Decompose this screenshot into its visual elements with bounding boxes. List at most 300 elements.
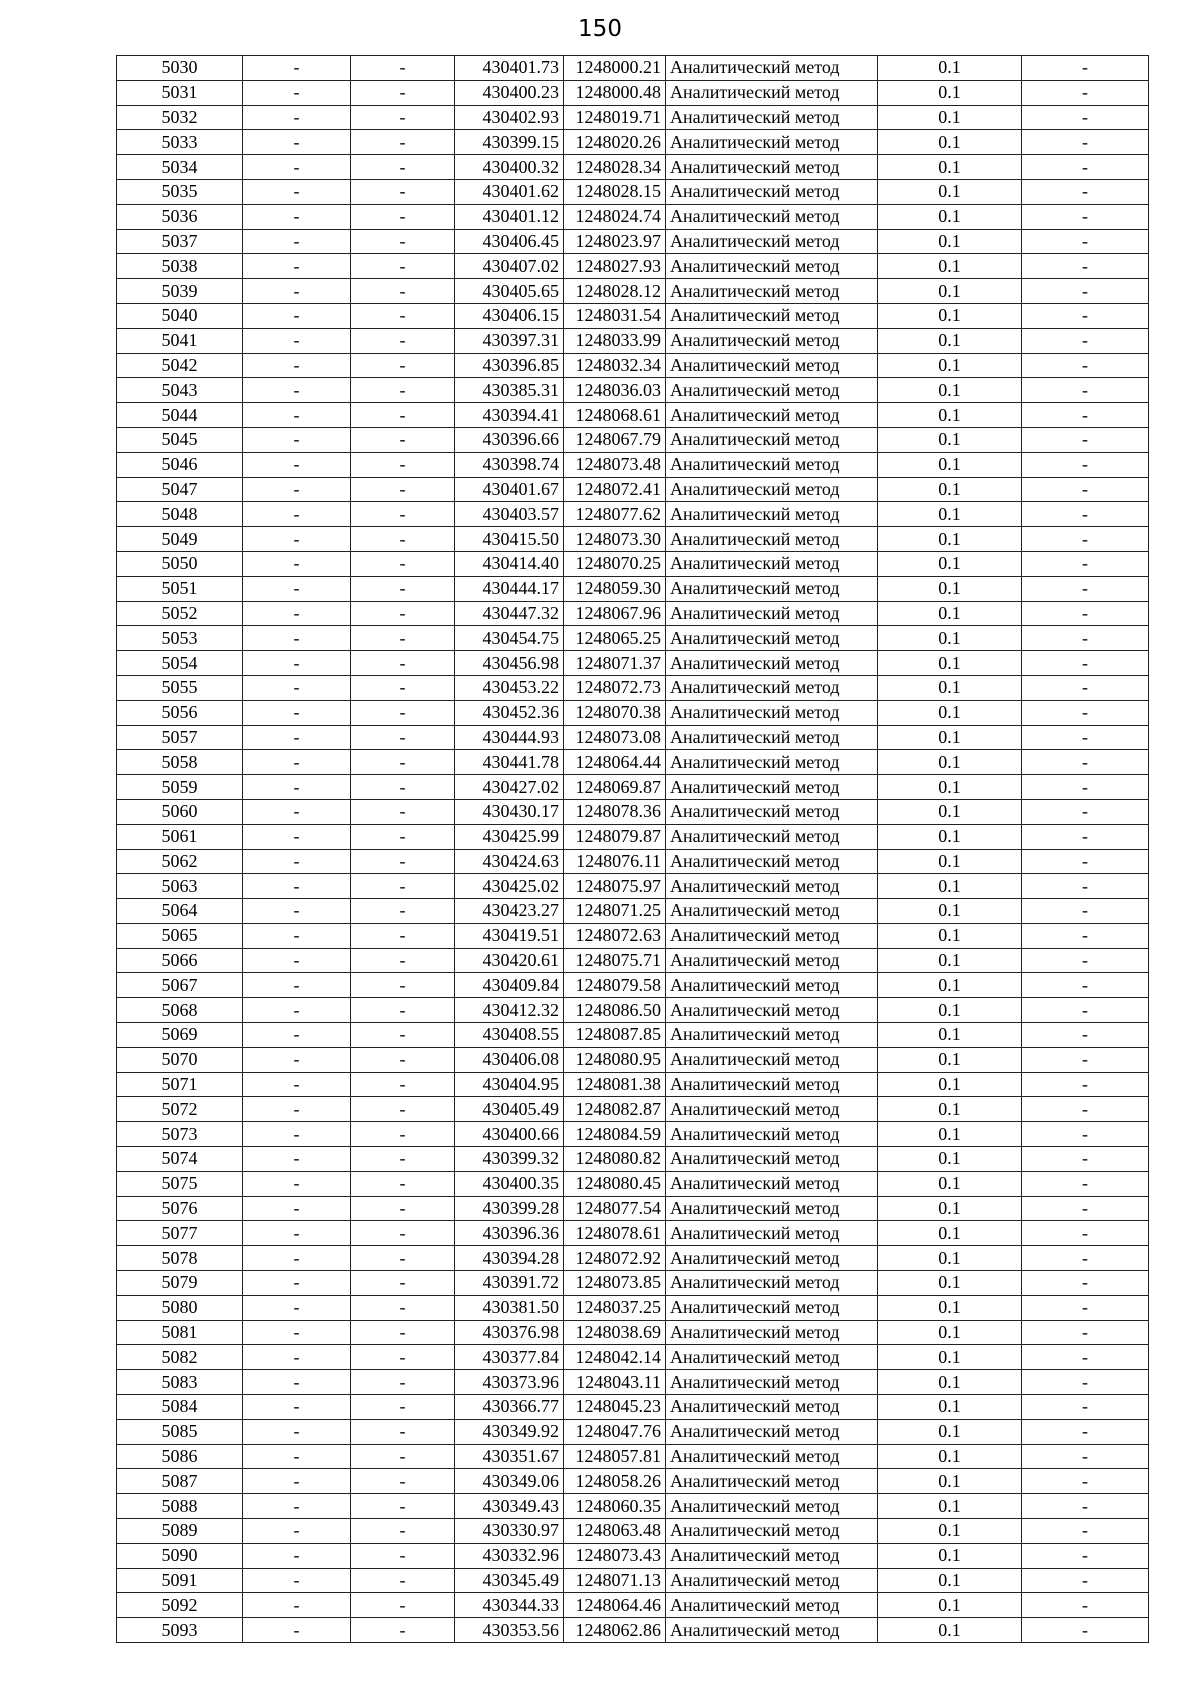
- method-cell: Аналитический метод: [666, 1072, 878, 1097]
- method-cell: Аналитический метод: [666, 179, 878, 204]
- x-coordinate-cell: 430405.65: [455, 279, 564, 304]
- y-coordinate-cell: 1248043.11: [564, 1370, 666, 1395]
- point-number-cell: 5051: [117, 576, 243, 601]
- point-number-cell: 5063: [117, 874, 243, 899]
- method-cell: Аналитический метод: [666, 750, 878, 775]
- accuracy-cell: 0.1: [878, 1122, 1022, 1147]
- method-cell: Аналитический метод: [666, 1097, 878, 1122]
- y-coordinate-cell: 1248084.59: [564, 1122, 666, 1147]
- table-row: [117, 179, 1149, 204]
- dash-cell: -: [351, 1320, 455, 1345]
- x-coordinate-cell: 430391.72: [455, 1271, 564, 1296]
- dash-cell: -: [351, 725, 455, 750]
- accuracy-cell: 0.1: [878, 56, 1022, 81]
- table-row: [117, 775, 1149, 800]
- dash-cell: -: [351, 1494, 455, 1519]
- x-coordinate-cell: 430430.17: [455, 799, 564, 824]
- y-coordinate-cell: 1248065.25: [564, 626, 666, 651]
- dash-cell: -: [243, 303, 351, 328]
- x-coordinate-cell: 430399.32: [455, 1147, 564, 1172]
- dash-cell: -: [243, 1395, 351, 1420]
- method-cell: Аналитический метод: [666, 1196, 878, 1221]
- y-coordinate-cell: 1248081.38: [564, 1072, 666, 1097]
- y-coordinate-cell: 1248072.73: [564, 675, 666, 700]
- table-row: [117, 1246, 1149, 1271]
- dash-cell: -: [1022, 750, 1149, 775]
- y-coordinate-cell: 1248073.48: [564, 452, 666, 477]
- x-coordinate-cell: 430330.97: [455, 1519, 564, 1544]
- method-cell: Аналитический метод: [666, 601, 878, 626]
- table-row: [117, 378, 1149, 403]
- point-number-cell: 5050: [117, 551, 243, 576]
- method-cell: Аналитический метод: [666, 229, 878, 254]
- dash-cell: -: [243, 477, 351, 502]
- dash-cell: -: [1022, 1023, 1149, 1048]
- y-coordinate-cell: 1248057.81: [564, 1444, 666, 1469]
- point-number-cell: 5065: [117, 923, 243, 948]
- point-number-cell: 5043: [117, 378, 243, 403]
- x-coordinate-cell: 430441.78: [455, 750, 564, 775]
- method-cell: Аналитический метод: [666, 651, 878, 676]
- dash-cell: -: [243, 1568, 351, 1593]
- table-row: [117, 229, 1149, 254]
- accuracy-cell: 0.1: [878, 1271, 1022, 1296]
- method-cell: Аналитический метод: [666, 353, 878, 378]
- point-number-cell: 5052: [117, 601, 243, 626]
- dash-cell: -: [351, 303, 455, 328]
- dash-cell: -: [243, 998, 351, 1023]
- y-coordinate-cell: 1248071.13: [564, 1568, 666, 1593]
- table-row: [117, 651, 1149, 676]
- method-cell: Аналитический метод: [666, 973, 878, 998]
- x-coordinate-cell: 430407.02: [455, 254, 564, 279]
- dash-cell: -: [1022, 948, 1149, 973]
- x-coordinate-cell: 430349.43: [455, 1494, 564, 1519]
- x-coordinate-cell: 430401.62: [455, 179, 564, 204]
- dash-cell: -: [243, 849, 351, 874]
- x-coordinate-cell: 430377.84: [455, 1345, 564, 1370]
- accuracy-cell: 0.1: [878, 279, 1022, 304]
- y-coordinate-cell: 1248071.37: [564, 651, 666, 676]
- method-cell: Аналитический метод: [666, 551, 878, 576]
- dash-cell: -: [243, 56, 351, 81]
- dash-cell: -: [243, 1097, 351, 1122]
- dash-cell: -: [243, 1271, 351, 1296]
- method-cell: Аналитический метод: [666, 1519, 878, 1544]
- y-coordinate-cell: 1248067.79: [564, 427, 666, 452]
- method-cell: Аналитический метод: [666, 700, 878, 725]
- y-coordinate-cell: 1248028.15: [564, 179, 666, 204]
- dash-cell: -: [1022, 155, 1149, 180]
- accuracy-cell: 0.1: [878, 1618, 1022, 1643]
- dash-cell: -: [243, 452, 351, 477]
- dash-cell: -: [1022, 700, 1149, 725]
- table-row: [117, 899, 1149, 924]
- dash-cell: -: [1022, 130, 1149, 155]
- table-row: [117, 874, 1149, 899]
- x-coordinate-cell: 430453.22: [455, 675, 564, 700]
- dash-cell: -: [1022, 725, 1149, 750]
- method-cell: Аналитический метод: [666, 1271, 878, 1296]
- y-coordinate-cell: 1248060.35: [564, 1494, 666, 1519]
- dash-cell: -: [243, 675, 351, 700]
- dash-cell: -: [243, 427, 351, 452]
- dash-cell: -: [243, 1419, 351, 1444]
- y-coordinate-cell: 1248086.50: [564, 998, 666, 1023]
- method-cell: Аналитический метод: [666, 378, 878, 403]
- dash-cell: -: [1022, 1072, 1149, 1097]
- dash-cell: -: [351, 1196, 455, 1221]
- accuracy-cell: 0.1: [878, 1196, 1022, 1221]
- dash-cell: -: [351, 799, 455, 824]
- x-coordinate-cell: 430396.66: [455, 427, 564, 452]
- dash-cell: -: [351, 973, 455, 998]
- method-cell: Аналитический метод: [666, 1618, 878, 1643]
- dash-cell: -: [1022, 80, 1149, 105]
- accuracy-cell: 0.1: [878, 1519, 1022, 1544]
- table-row: [117, 1419, 1149, 1444]
- dash-cell: -: [243, 1519, 351, 1544]
- dash-cell: -: [243, 626, 351, 651]
- dash-cell: -: [351, 1122, 455, 1147]
- accuracy-cell: 0.1: [878, 452, 1022, 477]
- accuracy-cell: 0.1: [878, 179, 1022, 204]
- method-cell: Аналитический метод: [666, 279, 878, 304]
- table-row: [117, 601, 1149, 626]
- dash-cell: -: [351, 254, 455, 279]
- accuracy-cell: 0.1: [878, 775, 1022, 800]
- method-cell: Аналитический метод: [666, 502, 878, 527]
- x-coordinate-cell: 430406.08: [455, 1047, 564, 1072]
- accuracy-cell: 0.1: [878, 477, 1022, 502]
- x-coordinate-cell: 430401.12: [455, 204, 564, 229]
- y-coordinate-cell: 1248070.25: [564, 551, 666, 576]
- dash-cell: -: [1022, 1320, 1149, 1345]
- y-coordinate-cell: 1248076.11: [564, 849, 666, 874]
- dash-cell: -: [1022, 1196, 1149, 1221]
- y-coordinate-cell: 1248068.61: [564, 403, 666, 428]
- point-number-cell: 5048: [117, 502, 243, 527]
- dash-cell: -: [243, 799, 351, 824]
- dash-cell: -: [243, 874, 351, 899]
- dash-cell: -: [1022, 675, 1149, 700]
- table-row: [117, 1147, 1149, 1172]
- method-cell: Аналитический метод: [666, 675, 878, 700]
- table-row: [117, 155, 1149, 180]
- dash-cell: -: [351, 899, 455, 924]
- point-number-cell: 5067: [117, 973, 243, 998]
- point-number-cell: 5077: [117, 1221, 243, 1246]
- y-coordinate-cell: 1248037.25: [564, 1295, 666, 1320]
- dash-cell: -: [351, 1271, 455, 1296]
- table-row: [117, 1568, 1149, 1593]
- table-row: [117, 353, 1149, 378]
- point-number-cell: 5093: [117, 1618, 243, 1643]
- accuracy-cell: 0.1: [878, 80, 1022, 105]
- x-coordinate-cell: 430425.02: [455, 874, 564, 899]
- y-coordinate-cell: 1248072.92: [564, 1246, 666, 1271]
- y-coordinate-cell: 1248080.45: [564, 1171, 666, 1196]
- method-cell: Аналитический метод: [666, 303, 878, 328]
- dash-cell: -: [1022, 601, 1149, 626]
- dash-cell: -: [243, 1543, 351, 1568]
- dash-cell: -: [1022, 576, 1149, 601]
- table-row: [117, 452, 1149, 477]
- dash-cell: -: [1022, 1097, 1149, 1122]
- dash-cell: -: [351, 998, 455, 1023]
- method-cell: Аналитический метод: [666, 328, 878, 353]
- dash-cell: -: [351, 1072, 455, 1097]
- accuracy-cell: 0.1: [878, 1568, 1022, 1593]
- dash-cell: -: [1022, 998, 1149, 1023]
- accuracy-cell: 0.1: [878, 105, 1022, 130]
- dash-cell: -: [243, 725, 351, 750]
- method-cell: Аналитический метод: [666, 1345, 878, 1370]
- y-coordinate-cell: 1248073.43: [564, 1543, 666, 1568]
- dash-cell: -: [243, 1370, 351, 1395]
- method-cell: Аналитический метод: [666, 403, 878, 428]
- dash-cell: -: [1022, 502, 1149, 527]
- dash-cell: -: [243, 80, 351, 105]
- point-number-cell: 5085: [117, 1419, 243, 1444]
- dash-cell: -: [351, 56, 455, 81]
- y-coordinate-cell: 1248038.69: [564, 1320, 666, 1345]
- x-coordinate-cell: 430381.50: [455, 1295, 564, 1320]
- accuracy-cell: 0.1: [878, 799, 1022, 824]
- method-cell: Аналитический метод: [666, 626, 878, 651]
- y-coordinate-cell: 1248080.82: [564, 1147, 666, 1172]
- dash-cell: -: [1022, 1494, 1149, 1519]
- point-number-cell: 5069: [117, 1023, 243, 1048]
- dash-cell: -: [243, 1122, 351, 1147]
- dash-cell: -: [1022, 899, 1149, 924]
- dash-cell: -: [243, 1295, 351, 1320]
- method-cell: Аналитический метод: [666, 775, 878, 800]
- y-coordinate-cell: 1248020.26: [564, 130, 666, 155]
- dash-cell: -: [351, 279, 455, 304]
- method-cell: Аналитический метод: [666, 1395, 878, 1420]
- dash-cell: -: [351, 849, 455, 874]
- y-coordinate-cell: 1248064.44: [564, 750, 666, 775]
- accuracy-cell: 0.1: [878, 973, 1022, 998]
- table-row: [117, 1122, 1149, 1147]
- dash-cell: -: [351, 452, 455, 477]
- x-coordinate-cell: 430332.96: [455, 1543, 564, 1568]
- dash-cell: -: [1022, 849, 1149, 874]
- accuracy-cell: 0.1: [878, 1469, 1022, 1494]
- dash-cell: -: [243, 576, 351, 601]
- dash-cell: -: [1022, 1271, 1149, 1296]
- method-cell: Аналитический метод: [666, 427, 878, 452]
- dash-cell: -: [1022, 1345, 1149, 1370]
- y-coordinate-cell: 1248058.26: [564, 1469, 666, 1494]
- method-cell: Аналитический метод: [666, 998, 878, 1023]
- accuracy-cell: 0.1: [878, 155, 1022, 180]
- dash-cell: -: [243, 651, 351, 676]
- table-row: [117, 254, 1149, 279]
- y-coordinate-cell: 1248063.48: [564, 1519, 666, 1544]
- point-number-cell: 5033: [117, 130, 243, 155]
- dash-cell: -: [243, 1593, 351, 1618]
- x-coordinate-cell: 430404.95: [455, 1072, 564, 1097]
- accuracy-cell: 0.1: [878, 328, 1022, 353]
- dash-cell: -: [351, 948, 455, 973]
- accuracy-cell: 0.1: [878, 1494, 1022, 1519]
- point-number-cell: 5062: [117, 849, 243, 874]
- method-cell: Аналитический метод: [666, 1295, 878, 1320]
- x-coordinate-cell: 430394.28: [455, 1246, 564, 1271]
- table-row: [117, 725, 1149, 750]
- point-number-cell: 5056: [117, 700, 243, 725]
- point-number-cell: 5049: [117, 527, 243, 552]
- method-cell: Аналитический метод: [666, 452, 878, 477]
- x-coordinate-cell: 430376.98: [455, 1320, 564, 1345]
- accuracy-cell: 0.1: [878, 1320, 1022, 1345]
- y-coordinate-cell: 1248028.34: [564, 155, 666, 180]
- accuracy-cell: 0.1: [878, 353, 1022, 378]
- method-cell: Аналитический метод: [666, 725, 878, 750]
- accuracy-cell: 0.1: [878, 948, 1022, 973]
- accuracy-cell: 0.1: [878, 626, 1022, 651]
- dash-cell: -: [351, 1047, 455, 1072]
- dash-cell: -: [351, 1221, 455, 1246]
- dash-cell: -: [243, 1618, 351, 1643]
- accuracy-cell: 0.1: [878, 254, 1022, 279]
- y-coordinate-cell: 1248064.46: [564, 1593, 666, 1618]
- dash-cell: -: [351, 403, 455, 428]
- dash-cell: -: [1022, 452, 1149, 477]
- dash-cell: -: [351, 229, 455, 254]
- y-coordinate-cell: 1248031.54: [564, 303, 666, 328]
- dash-cell: -: [243, 750, 351, 775]
- x-coordinate-cell: 430420.61: [455, 948, 564, 973]
- x-coordinate-cell: 430353.56: [455, 1618, 564, 1643]
- method-cell: Аналитический метод: [666, 80, 878, 105]
- point-number-cell: 5080: [117, 1295, 243, 1320]
- dash-cell: -: [351, 1370, 455, 1395]
- point-number-cell: 5042: [117, 353, 243, 378]
- table-row: [117, 279, 1149, 304]
- point-number-cell: 5079: [117, 1271, 243, 1296]
- dash-cell: -: [351, 1618, 455, 1643]
- dash-cell: -: [1022, 1618, 1149, 1643]
- y-coordinate-cell: 1248047.76: [564, 1419, 666, 1444]
- table-row: [117, 551, 1149, 576]
- y-coordinate-cell: 1248087.85: [564, 1023, 666, 1048]
- y-coordinate-cell: 1248077.54: [564, 1196, 666, 1221]
- dash-cell: -: [243, 923, 351, 948]
- dash-cell: -: [243, 1320, 351, 1345]
- dash-cell: -: [243, 1147, 351, 1172]
- point-number-cell: 5084: [117, 1395, 243, 1420]
- dash-cell: -: [351, 179, 455, 204]
- accuracy-cell: 0.1: [878, 1419, 1022, 1444]
- x-coordinate-cell: 430419.51: [455, 923, 564, 948]
- dash-cell: -: [1022, 1171, 1149, 1196]
- y-coordinate-cell: 1248028.12: [564, 279, 666, 304]
- dash-cell: -: [1022, 105, 1149, 130]
- accuracy-cell: 0.1: [878, 824, 1022, 849]
- y-coordinate-cell: 1248079.58: [564, 973, 666, 998]
- dash-cell: -: [243, 1221, 351, 1246]
- dash-cell: -: [243, 279, 351, 304]
- dash-cell: -: [243, 179, 351, 204]
- table-row: [117, 750, 1149, 775]
- y-coordinate-cell: 1248067.96: [564, 601, 666, 626]
- accuracy-cell: 0.1: [878, 1047, 1022, 1072]
- method-cell: Аналитический метод: [666, 899, 878, 924]
- table-row: [117, 328, 1149, 353]
- x-coordinate-cell: 430351.67: [455, 1444, 564, 1469]
- point-number-cell: 5066: [117, 948, 243, 973]
- dash-cell: -: [243, 1171, 351, 1196]
- dash-cell: -: [1022, 1419, 1149, 1444]
- table-row: [117, 849, 1149, 874]
- dash-cell: -: [1022, 303, 1149, 328]
- method-cell: Аналитический метод: [666, 1320, 878, 1345]
- y-coordinate-cell: 1248082.87: [564, 1097, 666, 1122]
- x-coordinate-cell: 430408.55: [455, 1023, 564, 1048]
- point-number-cell: 5090: [117, 1543, 243, 1568]
- dash-cell: -: [351, 824, 455, 849]
- method-cell: Аналитический метод: [666, 204, 878, 229]
- point-number-cell: 5041: [117, 328, 243, 353]
- y-coordinate-cell: 1248045.23: [564, 1395, 666, 1420]
- accuracy-cell: 0.1: [878, 750, 1022, 775]
- point-number-cell: 5075: [117, 1171, 243, 1196]
- accuracy-cell: 0.1: [878, 1345, 1022, 1370]
- x-coordinate-cell: 430349.92: [455, 1419, 564, 1444]
- y-coordinate-cell: 1248000.48: [564, 80, 666, 105]
- dash-cell: -: [243, 229, 351, 254]
- table-row: [117, 626, 1149, 651]
- dash-cell: -: [351, 874, 455, 899]
- x-coordinate-cell: 430344.33: [455, 1593, 564, 1618]
- point-number-cell: 5037: [117, 229, 243, 254]
- x-coordinate-cell: 430400.66: [455, 1122, 564, 1147]
- table-row: [117, 477, 1149, 502]
- method-cell: Аналитический метод: [666, 874, 878, 899]
- table-row: [117, 1295, 1149, 1320]
- x-coordinate-cell: 430366.77: [455, 1395, 564, 1420]
- x-coordinate-cell: 430385.31: [455, 378, 564, 403]
- table-row: [117, 1097, 1149, 1122]
- dash-cell: -: [1022, 874, 1149, 899]
- table-row: [117, 1271, 1149, 1296]
- point-number-cell: 5068: [117, 998, 243, 1023]
- point-number-cell: 5059: [117, 775, 243, 800]
- dash-cell: -: [243, 155, 351, 180]
- dash-cell: -: [1022, 626, 1149, 651]
- dash-cell: -: [243, 948, 351, 973]
- point-number-cell: 5064: [117, 899, 243, 924]
- dash-cell: -: [351, 700, 455, 725]
- x-coordinate-cell: 430402.93: [455, 105, 564, 130]
- y-coordinate-cell: 1248075.97: [564, 874, 666, 899]
- dash-cell: -: [351, 1469, 455, 1494]
- dash-cell: -: [243, 204, 351, 229]
- dash-cell: -: [243, 1345, 351, 1370]
- x-coordinate-cell: 430403.57: [455, 502, 564, 527]
- dash-cell: -: [351, 1593, 455, 1618]
- table-row: [117, 1444, 1149, 1469]
- dash-cell: -: [351, 1147, 455, 1172]
- dash-cell: -: [243, 700, 351, 725]
- x-coordinate-cell: 430396.85: [455, 353, 564, 378]
- table-row: [117, 56, 1149, 81]
- dash-cell: -: [351, 353, 455, 378]
- accuracy-cell: 0.1: [878, 527, 1022, 552]
